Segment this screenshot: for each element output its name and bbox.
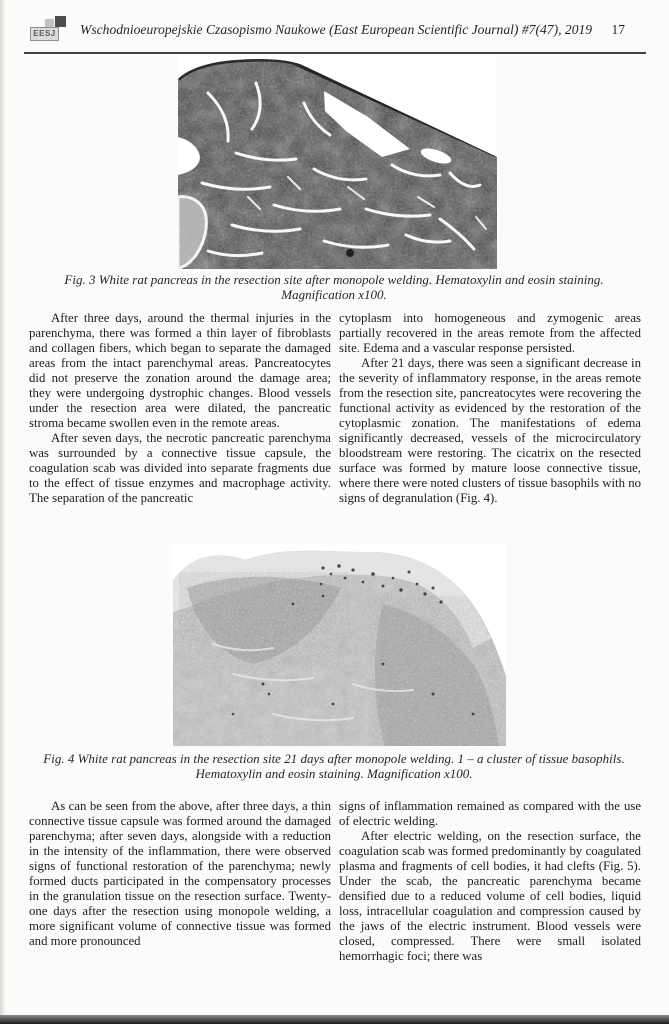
logo-light-square-icon <box>45 19 54 27</box>
paragraph: As can be seen from the above, after three days, a thin connective tissue capsule was formed around the damaged parenchyma; after seven days, alongside with a reduction in the intensity of the inflammation, there were observed signs of functional restoration of the parenchyma; newly formed ducts participated in the compensatory processes in the granulation tissue on the resection surface. Twenty-one days after the resection using monopole welding, a more significant volume of connective tissue was formed and more pronounced <box>29 799 331 948</box>
figure4-image <box>173 544 506 746</box>
scan-left-shadow <box>0 0 6 1024</box>
paragraph: signs of inflammation remained as compared with the use of electric welding. <box>339 799 641 828</box>
text-block-1-right-column <box>339 311 641 506</box>
figure3-caption: Fig. 3 White rat pancreas in the resection site after monopole welding. Hematoxylin and eosin staining. Magnification x100. <box>64 272 604 302</box>
paragraph: After seven days, the necrotic pancreatic parenchyma was surrounded by a connective tissue capsule, the coagulation scab was divided into separate fragments due to the effect of tissue enzymes and macrophage activity. The separation of the pancreatic <box>29 431 331 505</box>
journal-logo <box>30 16 68 42</box>
journal-title: Wschodnioeuropejskie Czasopismo Naukowe (East European Scientific Journal) #7(47), 2019 <box>80 22 593 37</box>
header-rule <box>24 52 646 54</box>
page-number: 17 <box>611 22 625 37</box>
paragraph: After electric welding, on the resection surface, the coagulation scab was formed predominantly by coagulated plasma and fragments of cell bodies, it had clefts (Fig. 5). Under the scab, the pancreatic parenchyma became densified due to a reduced volume of cell bodies, liquid loss, intracellular coagulation and compression caused by the jaws of the electric instrument. Blood vessels were closed, compressed. There were small isolated hemorrhagic foci; there was <box>339 829 641 963</box>
paragraph: After 21 days, there was seen a significant decrease in the severity of inflammatory response, in the areas remote from the resection site, pancreatocytes were recovering the functional activity as evidenced by the restoration of the cytoplasmic zonation. The manifestations of edema significantly decreased, vessels of the microcirculatory bloodstream were restoring. The cicatrix on the resected surface was formed by mature loose connective tissue, where there were noted clusters of tissue basophils with no signs of degranulation (Fig. 4). <box>339 356 641 505</box>
text-block-1-left-column <box>29 311 331 506</box>
scan-bottom-edge <box>0 1015 669 1024</box>
text-block-1 <box>29 311 641 506</box>
text-block-2 <box>29 799 641 964</box>
paragraph: After three days, around the thermal injuries in the parenchyma, there was formed a thin layer of fibroblasts and collagen fibers, which began to separate the damaged areas from the intact parenchymal areas. Pancreatocytes did not preserve the zonation around the damage area; they were undergoing dystrophic changes. Blood vessels under the resection area were dilated, the pancreatic stroma became swollen even in the remote areas. <box>29 311 331 430</box>
logo-dark-square-icon <box>55 16 66 27</box>
page-header <box>0 14 669 48</box>
figure3-image <box>178 57 497 269</box>
text-block-2-left-column <box>29 799 331 964</box>
logo-text: EESJ <box>30 27 59 41</box>
figure4-caption: Fig. 4 White rat pancreas in the resection site 21 days after monopole welding. 1 – a cluster of tissue basophils. Hematoxylin and eosin staining. Magnification x100. <box>43 751 625 781</box>
text-block-2-right-column <box>339 799 641 964</box>
paragraph: cytoplasm into homogeneous and zymogenic areas partially recovered in the areas remote from the affected site. Edema and a vascular response persisted. <box>339 311 641 355</box>
